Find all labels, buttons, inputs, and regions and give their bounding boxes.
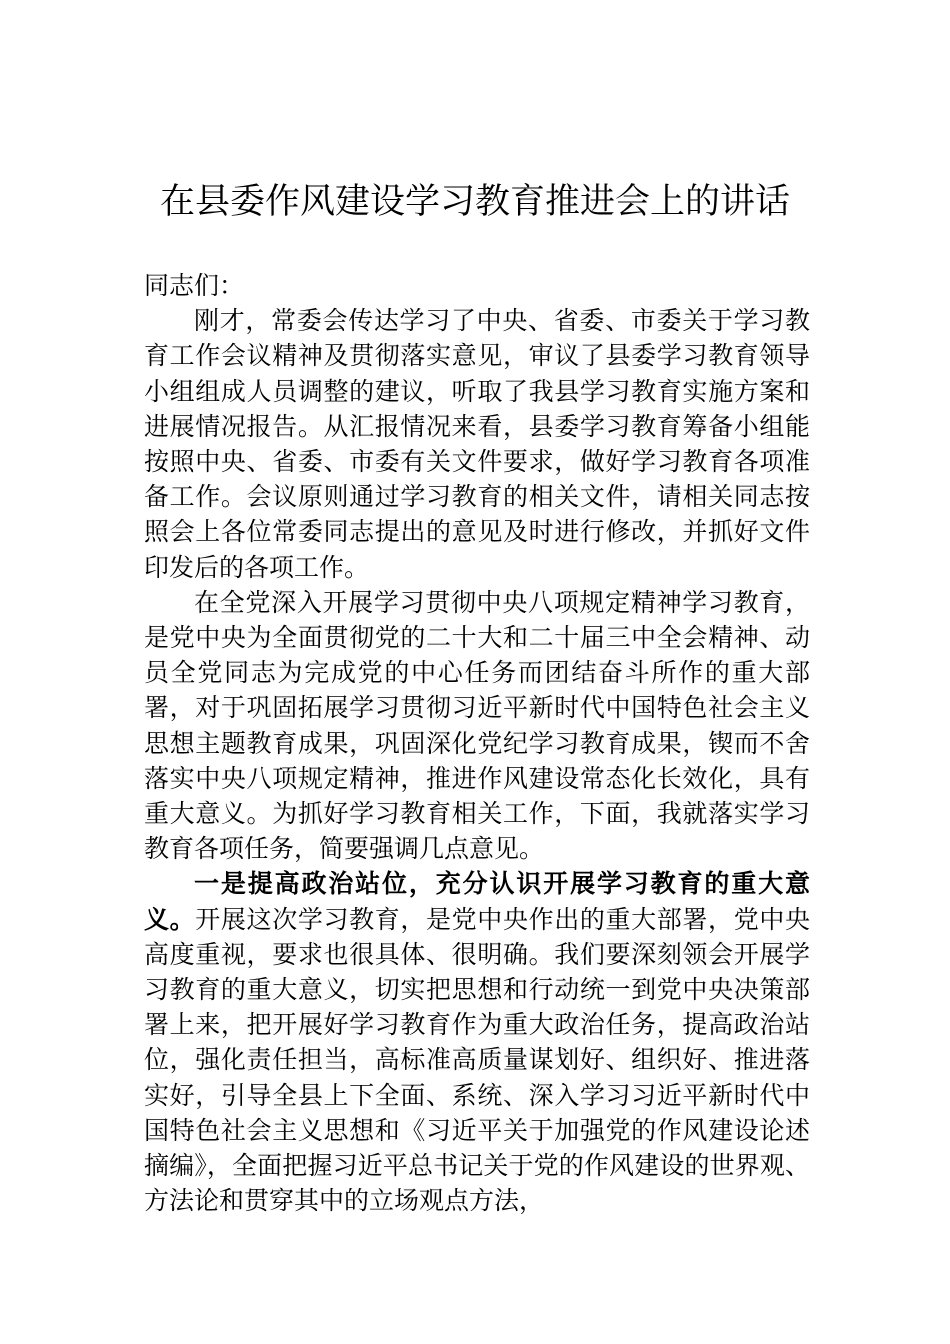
paragraph-2-text: 在全党深入开展学习贯彻中央八项规定精神学习教育，是党中央为全面贯彻党的二十大和二十届三中全会精神、动员全党同志为完成党的中心任务而团结奋斗所作的重大部署，对于巩固拓展学习贯彻习近平新时代中国特色社会主义思想主题教育成果，巩固深化党纪学习教育成果，锲而不舍落实中央八项规定精神，推进作风建设常态化长效化，具有重大意义。为抓好学习教育相关工作，下面，我就落实学习教育各项任务，简要强调几点意见。 bbox=[144, 587, 810, 864]
document-body bbox=[144, 268, 810, 1218]
paragraph-3 bbox=[144, 866, 810, 1218]
paragraph-1 bbox=[144, 303, 810, 585]
salutation: 同志们： bbox=[144, 271, 245, 300]
paragraph-2 bbox=[144, 585, 810, 867]
paragraph-1-text: 刚才，常委会传达学习了中央、省委、市委关于学习教育工作会议精神及贯彻落实意见，审议了县委学习教育领导小组组成人员调整的建议，听取了我县学习教育实施方案和进展情况报告。从汇报情况来看，县委学习教育筹备小组能按照中央、省委、市委有关文件要求，做好学习教育各项准备工作。会议原则通过学习教育的相关文件，请相关同志按照会上各位常委同志提出的意见及时进行修改，并抓好文件印发后的各项工作。 bbox=[144, 306, 810, 582]
paragraph-3-bold-lead: 一是提高政治站位，充分认识开展学习教育的重大意义。 bbox=[144, 869, 810, 934]
paragraph-3-text: 开展这次学习教育，是党中央作出的重大部署，党中央高度重视，要求也很具体、很明确。我们要深刻领会开展学习教育的重大意义，切实把思想和行动统一到党中央决策部署上来，把开展好学习教育作为重大政治任务，提高政治站位，强化责任担当，高标准高质量谋划好、组织好、推进落实好，引导全县上下全面、系统、深入学习习近平新时代中国特色社会主义思想和《习近平关于加强党的作风建设论述摘编》，全面把握习近平总书记关于党的作风建设的世界观、方法论和贯穿其中的立场观点方法， bbox=[144, 904, 810, 1216]
document-title: 在县委作风建设学习教育推进会上的讲话 bbox=[159, 182, 790, 222]
